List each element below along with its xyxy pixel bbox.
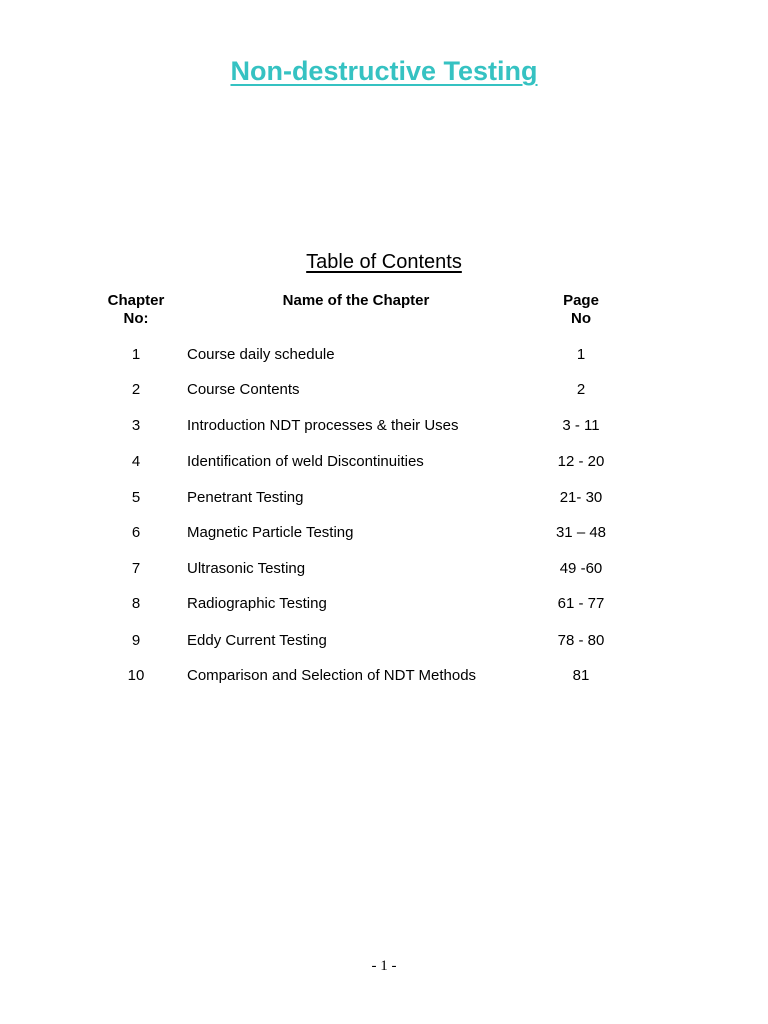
chapter-number: 2: [131, 381, 141, 398]
toc-row: [0, 594, 768, 614]
toc-row: [0, 380, 768, 400]
chapter-number: 4: [131, 453, 141, 470]
chapter-name: Course daily schedule: [187, 346, 335, 363]
chapter-name: Penetrant Testing: [187, 489, 304, 506]
chapter-page: 49 -60: [559, 560, 603, 577]
chapter-page: 81: [572, 667, 590, 684]
chapter-name: Course Contents: [187, 381, 300, 398]
toc-row: [0, 452, 768, 472]
chapter-number: 7: [131, 560, 141, 577]
chapter-name: Ultrasonic Testing: [187, 560, 306, 577]
toc-row: [0, 559, 768, 579]
chapter-name: Eddy Current Testing: [187, 632, 327, 649]
chapter-page: 1: [576, 346, 586, 363]
chapter-name: Introduction NDT processes & their Uses: [187, 417, 459, 434]
column-header-chapter-line2: No:: [123, 310, 149, 327]
chapter-page: 31 – 48: [555, 524, 607, 541]
column-header-page-no: [541, 292, 621, 328]
chapter-page: 21- 30: [559, 489, 603, 506]
toc-row: [0, 523, 768, 543]
chapter-number: 5: [131, 489, 141, 506]
column-header-chapter-name: [256, 292, 456, 310]
chapter-number: 8: [131, 595, 141, 612]
toc-row: [0, 666, 768, 686]
toc-row: [0, 488, 768, 508]
chapter-name: Identification of weld Discontinuities: [187, 453, 424, 470]
chapter-number: 3: [131, 417, 141, 434]
chapter-name: Radiographic Testing: [187, 595, 327, 612]
chapter-name: Magnetic Particle Testing: [187, 524, 354, 541]
chapter-page: 61 - 77: [557, 595, 605, 612]
chapter-number: 9: [131, 632, 141, 649]
toc-heading: [0, 251, 768, 274]
chapter-number: 1: [131, 346, 141, 363]
column-header-page-line1: Page: [563, 292, 599, 309]
column-header-name-text: Name of the Chapter: [282, 292, 430, 309]
toc-heading-text: Table of Contents: [306, 251, 462, 273]
column-header-chapter-no: [96, 292, 176, 328]
chapter-page: 78 - 80: [557, 632, 605, 649]
column-header-chapter-line1: Chapter: [107, 292, 165, 309]
toc-row: [0, 345, 768, 365]
toc-row: [0, 631, 768, 651]
chapter-page: 2: [576, 381, 586, 398]
document-title-text: Non-destructive Testing: [230, 56, 538, 86]
page-number: - 1 -: [371, 958, 397, 974]
chapter-name: Comparison and Selection of NDT Methods: [187, 667, 477, 684]
toc-row: [0, 416, 768, 436]
document-title: [0, 56, 768, 87]
chapter-number: 10: [127, 667, 145, 684]
column-header-page-line2: No: [571, 310, 591, 327]
chapter-number: 6: [131, 524, 141, 541]
chapter-page: 12 - 20: [557, 453, 605, 470]
chapter-page: 3 - 11: [562, 417, 600, 434]
